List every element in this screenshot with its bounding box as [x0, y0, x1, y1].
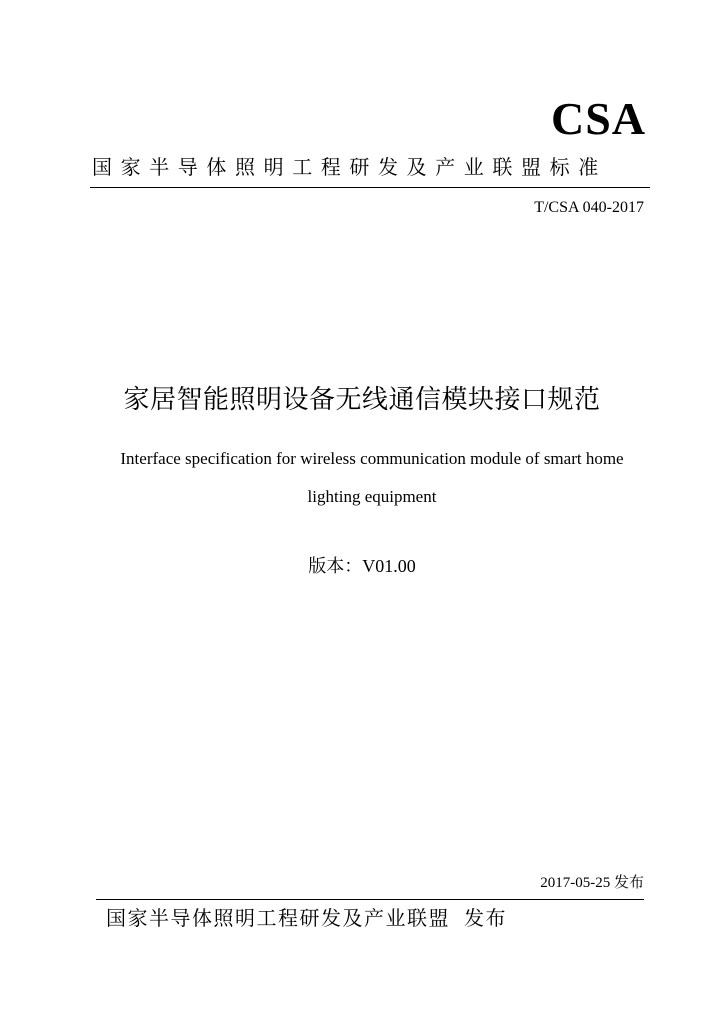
- csa-logo: CSA: [550, 93, 646, 144]
- footer-issuer-word: 发布: [464, 906, 507, 930]
- footer-organization-name: 国家半导体照明工程研发及产业联盟: [106, 906, 450, 930]
- release-date: 2017-05-25 发布: [540, 875, 644, 891]
- standard-organization-header: 国家半导体照明工程研发及产业联盟标准: [92, 155, 607, 179]
- version-value: V01.00: [362, 556, 416, 576]
- footer-publisher: [106, 904, 507, 932]
- version-line: [0, 554, 724, 578]
- header-divider: [90, 187, 650, 188]
- document-title-english: Interface specification for wireless communication module of smart home lighting equipment: [120, 449, 624, 506]
- document-title-chinese: 家居智能照明设备无线通信模块接口规范: [123, 385, 601, 415]
- footer-divider: [96, 899, 644, 900]
- version-label: 版本：: [308, 556, 363, 576]
- standard-number: T/CSA 040-2017: [534, 199, 644, 216]
